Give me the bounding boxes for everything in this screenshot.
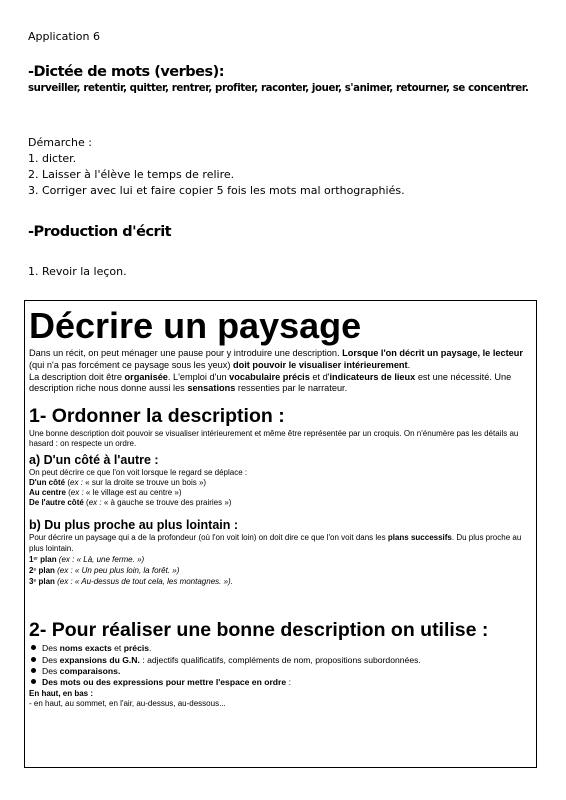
section-1-text: Une bonne description doit pouvoir se visualiser intérieurement et même être représentée par un croquis. On n'énumère pas les détails au hasard : on respecte un ordre. (29, 429, 519, 449)
list-item: D'un côté (ex : « sur la droite se trouve un bois ») (29, 477, 207, 487)
list-item: Des mots ou des expressions pour mettre l'espace en ordre : (29, 677, 530, 688)
list-item: 1er plan (ex : « Là, une ferme. ») (29, 554, 145, 564)
list-item: Des comparaisons. (29, 666, 530, 677)
list-item: De l'autre côté (ex : « à gauche se trouve des prairies ») (29, 498, 232, 508)
list-item: 2e plan (ex : « Un peu plus loin, la forêt. ») (29, 566, 180, 576)
sub-label: En haut, en bas : (29, 689, 94, 699)
section-1a-intro: On peut décrire ce que l'on voit lorsque le regard se déplace : (29, 467, 248, 477)
demarche-label: Démarche : (28, 136, 92, 149)
list-item: Des noms exacts et précis. (29, 643, 530, 654)
bullet-icon (31, 679, 36, 684)
dictee-words: surveiller, retentir, quitter, rentrer, profiter, raconter, jouer, s'animer, retourner, se concentrer. (28, 83, 529, 94)
production-step: 1. Revoir la leçon. (28, 265, 127, 278)
list-item: Au centre (ex : « le village est au centre ») (29, 488, 182, 497)
step-3: 3. Corriger avec lui et faire copier 5 fois les mots mal orthographiés. (28, 184, 405, 197)
sub-text: - en haut, au sommet, en l'air, au-dessus, au-dessous... (29, 699, 226, 709)
lesson-box (24, 300, 537, 768)
section-1-title: 1- Ordonner la description : (29, 405, 285, 428)
section-1a-title: a) D'un côté à l'autre : (29, 452, 159, 467)
step-2: 2. Laisser à l'élève le temps de relire. (28, 168, 235, 181)
intro-paragraph: Dans un récit, on peut ménager une pause pour y introduire une description. Lorsque l'on décrit un paysage, le lecteur (qui n'a pas forcément ce paysage sous les yeux) doit pouvoir le visualiser intérieurement. (29, 348, 523, 370)
bullet-icon (31, 645, 36, 650)
production-title: -Production d'écrit (28, 224, 172, 240)
bullet-icon (31, 657, 36, 662)
intro-paragraph-2: La description doit être organisée. L'emploi d'un vocabulaire précis et d'indicateurs de lieux est une nécessité. Une description riche nous donne aussi les sensations ressenties par le narrateur. (29, 371, 512, 394)
dictee-title: -Dictée de mots (verbes): (28, 64, 225, 80)
section-1b-text: Pour décrire un paysage qui a de la profondeur (où l'on voit loin) on doit dire ce que l'on voit dans les plans successifs. Du plus proche au plus lointain. (29, 533, 522, 553)
list-item: Des expansions du G.N. : adjectifs qualificatifs, compléments de nom, propositions subordonnées. (29, 655, 530, 666)
bullet-icon (31, 668, 36, 673)
section-2-title: 2- Pour réaliser une bonne description on utilise : (29, 619, 489, 642)
section-1b-title: b) Du plus proche au plus lointain : (29, 518, 239, 533)
lesson-title: Décrire un paysage (29, 305, 362, 346)
step-1: 1. dicter. (28, 152, 77, 165)
application-label: Application 6 (28, 30, 100, 43)
list-item: 3e plan (ex : « Au-dessus de tout cela, les montagnes. »). (29, 577, 233, 587)
